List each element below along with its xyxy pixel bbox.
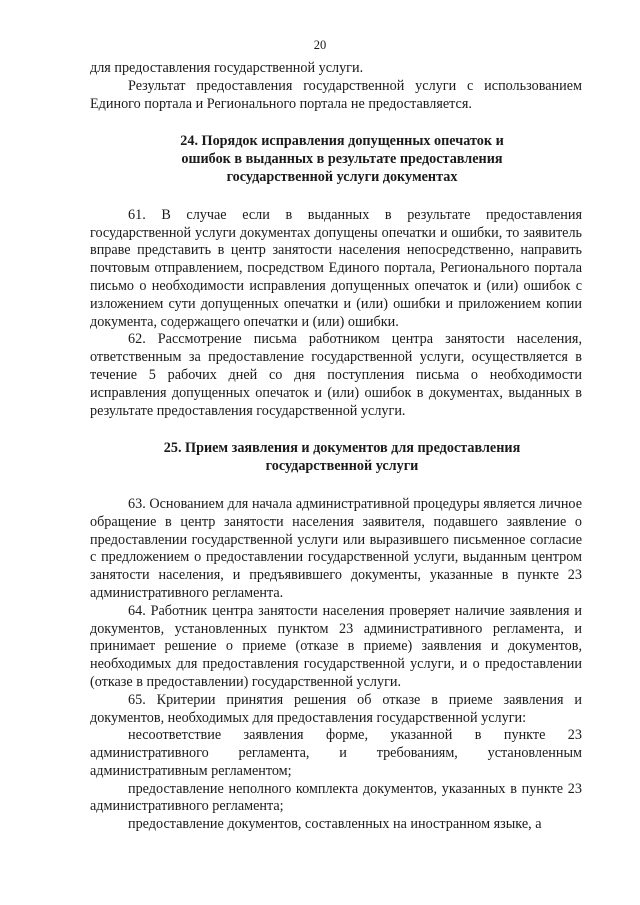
intro-paragraph: Результат предоставления государственной услуги с использованием Единого портала и Регионального портала не предоставляется. (90, 77, 582, 112)
paragraph-65: 65. Критерии принятия решения об отказе в приеме заявления и документов, необходимых для предоставления государственной услуги: (90, 691, 582, 726)
intro-line: для предоставления государственной услуги. (90, 60, 364, 76)
document-body (90, 60, 582, 834)
criterion-item: несоответствие заявления форме, указанной в пункте 23 административного регламента, и требованиям, установленным административным регламентом; (90, 727, 582, 779)
paragraph-63: 63. Основанием для начала административной процедуры является личное обращение в центр занятости населения заявителя, подавшего заявление о предоставлении государственной услуги или выразившего письменное согласие с предложением о предоставлении государственной услуги, выданным центром занятости населения, и предъявившего документы, указанные в пункте 23 административного регламента. (90, 495, 582, 601)
paragraph-64: 64. Работник центра занятости населения проверяет наличие заявления и документов, установленных пунктом 23 административного регламента, и принимает решение о приеме (отказе в приеме) заявления и документов, необходимых для предоставления государственной услуги, и о предоставлении (отказе в предоставлении) государственной услуги. (90, 602, 582, 690)
paragraph-62: 62. Рассмотрение письма работником центра занятости населения, ответственным за предоставление государственной услуги, осуществляется в течение 5 рабочих дней со дня поступления письма о необходимости исправления допущенных опечаток и (или) ошибок в документах, выданных в результате предоставления государственной услуги. (90, 331, 582, 419)
criterion-item: предоставление неполного комплекта документов, указанных в пункте 23 административного регламента; (90, 780, 582, 815)
section-24-heading: 24. Порядок исправления допущенных опечаток и ошибок в выданных в результате предоставления государственной услуги документах (180, 133, 504, 185)
page-number: 20 (313, 38, 327, 52)
criterion-item: предоставление документов, составленных на иностранном языке, а (128, 816, 542, 833)
section-25-heading: 25. Прием заявления и документов для предоставления государственной услуги (163, 440, 521, 475)
paragraph-61: 61. В случае если в выданных в результате предоставления государственной услуги документах допущены опечатки и ошибки, то заявитель вправе представить в центр занятости населения непосредственно, направить почтовым отправлением, посредством Единого портала, Регионального портала письмо о необходимости исправления допущенных опечаток и (или) ошибок с изложением сути допущенных опечатки и (или) ошибки и приложением копии документа, содержащего опечатки и (или) ошибки. (90, 206, 582, 330)
